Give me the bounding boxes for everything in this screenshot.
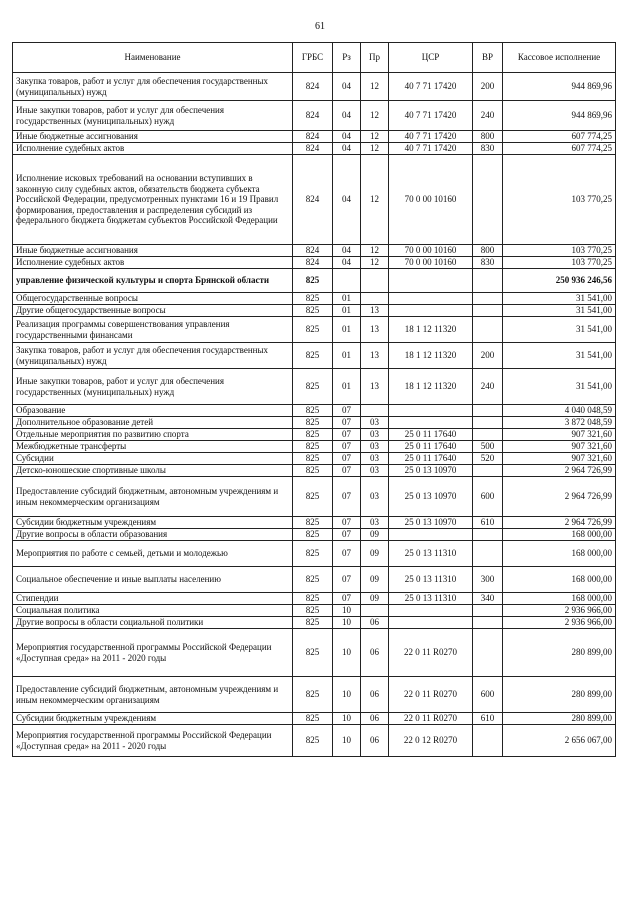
cell-rz: 07 [333, 593, 361, 605]
cell-amount: 2 964 726,99 [503, 477, 616, 517]
cell-vr: 500 [473, 441, 503, 453]
cell-pr: 06 [361, 677, 389, 713]
cell-rz: 10 [333, 725, 361, 757]
cell-csr: 25 0 13 10970 [389, 517, 473, 529]
cell-amount: 168 000,00 [503, 567, 616, 593]
cell-vr [473, 317, 503, 343]
cell-vr: 610 [473, 713, 503, 725]
cell-pr: 03 [361, 429, 389, 441]
cell-grbs: 824 [293, 131, 333, 143]
cell-grbs: 825 [293, 725, 333, 757]
cell-vr: 240 [473, 101, 503, 131]
cell-name: Общегосударственные вопросы [13, 293, 293, 305]
cell-name: Реализация программы совершенствования управления государственными финансами [13, 317, 293, 343]
table-row [13, 567, 616, 593]
cell-name: Иные закупки товаров, работ и услуг для обеспечения государственных (муниципальных) нужд [13, 369, 293, 405]
cell-rz: 10 [333, 677, 361, 713]
cell-pr: 03 [361, 465, 389, 477]
table-row [13, 541, 616, 567]
cell-pr: 12 [361, 73, 389, 101]
cell-vr [473, 541, 503, 567]
cell-name: Социальная политика [13, 605, 293, 617]
cell-rz: 10 [333, 605, 361, 617]
cell-vr: 600 [473, 677, 503, 713]
cell-amount: 250 936 246,56 [503, 269, 616, 293]
cell-grbs: 825 [293, 369, 333, 405]
table-row [13, 417, 616, 429]
cell-rz: 01 [333, 317, 361, 343]
cell-name: Закупка товаров, работ и услуг для обеспечения государственных (муниципальных) нужд [13, 343, 293, 369]
table-row [13, 593, 616, 605]
cell-name: Исполнение судебных актов [13, 143, 293, 155]
cell-pr: 03 [361, 517, 389, 529]
cell-csr [389, 305, 473, 317]
page-number: 61 [315, 21, 325, 32]
cell-name: Отдельные мероприятия по развитию спорта [13, 429, 293, 441]
cell-grbs: 825 [293, 441, 333, 453]
cell-name: Мероприятия государственной программы Российской Федерации «Доступная среда» на 2011 - 2020 годы [13, 725, 293, 757]
cell-vr [473, 725, 503, 757]
cell-csr: 25 0 11 17640 [389, 441, 473, 453]
cell-amount: 2 964 726,99 [503, 517, 616, 529]
cell-amount: 2 936 966,00 [503, 605, 616, 617]
cell-csr: 18 1 12 11320 [389, 343, 473, 369]
cell-vr [473, 465, 503, 477]
table-row [13, 529, 616, 541]
cell-vr [473, 629, 503, 677]
cell-csr: 40 7 71 17420 [389, 101, 473, 131]
cell-amount: 2 656 067,00 [503, 725, 616, 757]
cell-grbs: 825 [293, 713, 333, 725]
cell-pr: 06 [361, 617, 389, 629]
cell-pr: 12 [361, 101, 389, 131]
table-row [13, 343, 616, 369]
cell-csr [389, 617, 473, 629]
cell-amount: 607 774,25 [503, 131, 616, 143]
cell-name: Субсидии бюджетным учреждениям [13, 713, 293, 725]
table-row [13, 429, 616, 441]
cell-grbs: 825 [293, 617, 333, 629]
table-row [13, 73, 616, 101]
cell-grbs: 824 [293, 101, 333, 131]
cell-csr [389, 405, 473, 417]
cell-name: Субсидии бюджетным учреждениям [13, 517, 293, 529]
table-row [13, 605, 616, 617]
header-pr: Пр [361, 43, 389, 73]
cell-pr: 12 [361, 257, 389, 269]
table-row [13, 441, 616, 453]
cell-pr: 13 [361, 317, 389, 343]
budget-execution-table [12, 42, 616, 757]
cell-name: Предоставление субсидий бюджетным, автономным учреждениям и иным некоммерческим организациям [13, 677, 293, 713]
cell-rz: 04 [333, 131, 361, 143]
cell-csr [389, 605, 473, 617]
cell-rz: 10 [333, 713, 361, 725]
cell-name: Стипендии [13, 593, 293, 605]
cell-vr: 240 [473, 369, 503, 405]
cell-pr: 06 [361, 713, 389, 725]
cell-rz: 07 [333, 417, 361, 429]
cell-csr: 70 0 00 10160 [389, 257, 473, 269]
cell-grbs: 825 [293, 317, 333, 343]
cell-pr: 09 [361, 567, 389, 593]
cell-csr: 25 0 13 11310 [389, 567, 473, 593]
cell-grbs: 825 [293, 269, 333, 293]
cell-name: Другие вопросы в области образования [13, 529, 293, 541]
cell-csr: 25 0 11 17640 [389, 429, 473, 441]
cell-pr: 09 [361, 541, 389, 567]
table-row [13, 257, 616, 269]
cell-csr: 40 7 71 17420 [389, 73, 473, 101]
cell-pr: 12 [361, 143, 389, 155]
cell-name: Мероприятия государственной программы Российской Федерации «Доступная среда» на 2011 - 2020 годы [13, 629, 293, 677]
cell-grbs: 825 [293, 593, 333, 605]
cell-vr [473, 429, 503, 441]
cell-vr: 800 [473, 131, 503, 143]
cell-amount: 3 872 048,59 [503, 417, 616, 429]
table-row [13, 477, 616, 517]
table-row [13, 453, 616, 465]
cell-amount: 944 869,96 [503, 73, 616, 101]
cell-grbs: 825 [293, 529, 333, 541]
cell-rz: 07 [333, 541, 361, 567]
cell-grbs: 824 [293, 73, 333, 101]
cell-rz: 04 [333, 245, 361, 257]
cell-amount: 31 541,00 [503, 343, 616, 369]
table-row [13, 713, 616, 725]
cell-vr [473, 293, 503, 305]
cell-csr [389, 417, 473, 429]
cell-rz: 04 [333, 155, 361, 245]
cell-grbs: 825 [293, 629, 333, 677]
cell-rz: 04 [333, 73, 361, 101]
cell-rz: 07 [333, 441, 361, 453]
table-row [13, 293, 616, 305]
cell-pr: 12 [361, 131, 389, 143]
cell-name: Иные закупки товаров, работ и услуг для обеспечения государственных (муниципальных) нужд [13, 101, 293, 131]
header-grbs: ГРБС [293, 43, 333, 73]
cell-pr: 12 [361, 245, 389, 257]
cell-name: Мероприятия по работе с семьей, детьми и молодежью [13, 541, 293, 567]
cell-grbs: 824 [293, 143, 333, 155]
cell-csr: 40 7 71 17420 [389, 143, 473, 155]
cell-name: Другие вопросы в области социальной политики [13, 617, 293, 629]
cell-rz: 07 [333, 453, 361, 465]
cell-grbs: 825 [293, 541, 333, 567]
cell-rz: 07 [333, 465, 361, 477]
table-row [13, 517, 616, 529]
cell-vr: 610 [473, 517, 503, 529]
cell-amount: 168 000,00 [503, 541, 616, 567]
cell-rz: 01 [333, 369, 361, 405]
cell-csr: 22 0 11 R0270 [389, 677, 473, 713]
cell-rz: 07 [333, 567, 361, 593]
cell-pr: 03 [361, 477, 389, 517]
cell-csr: 25 0 13 10970 [389, 465, 473, 477]
cell-grbs: 825 [293, 605, 333, 617]
cell-name: Иные бюджетные ассигнования [13, 131, 293, 143]
header-name: Наименование [13, 43, 293, 73]
cell-vr: 830 [473, 143, 503, 155]
cell-amount: 31 541,00 [503, 317, 616, 343]
cell-amount: 2 964 726,99 [503, 465, 616, 477]
cell-name: Субсидии [13, 453, 293, 465]
cell-grbs: 825 [293, 429, 333, 441]
cell-name: Дополнительное образование детей [13, 417, 293, 429]
cell-amount: 103 770,25 [503, 155, 616, 245]
table-row [13, 617, 616, 629]
cell-name: Исполнение исковых требований на основании вступивших в законную силу судебных актов, обязательств бюджета субъекта Российской Федерации, предусмотренных пунктами 16 и 19 Правил формирования, предоставления и распределения субсидий из федерального бюджета бюджетам субъектов Российской Федерации [13, 155, 293, 245]
cell-vr [473, 269, 503, 293]
cell-name: Детско-юношеские спортивные школы [13, 465, 293, 477]
cell-rz: 01 [333, 305, 361, 317]
cell-vr [473, 155, 503, 245]
cell-name: Иные бюджетные ассигнования [13, 245, 293, 257]
cell-pr: 03 [361, 441, 389, 453]
cell-rz: 04 [333, 143, 361, 155]
table-row [13, 305, 616, 317]
header-row [13, 43, 616, 73]
cell-csr: 22 0 12 R0270 [389, 725, 473, 757]
cell-vr: 600 [473, 477, 503, 517]
cell-csr: 18 1 12 11320 [389, 369, 473, 405]
cell-vr: 340 [473, 593, 503, 605]
cell-amount: 31 541,00 [503, 369, 616, 405]
cell-vr: 300 [473, 567, 503, 593]
cell-name: Межбюджетные трансферты [13, 441, 293, 453]
cell-pr: 09 [361, 593, 389, 605]
cell-pr: 13 [361, 343, 389, 369]
cell-rz: 07 [333, 429, 361, 441]
cell-rz: 07 [333, 517, 361, 529]
cell-vr [473, 529, 503, 541]
cell-rz: 04 [333, 101, 361, 131]
table-row [13, 155, 616, 245]
cell-csr: 22 0 11 R0270 [389, 713, 473, 725]
cell-amount: 4 040 048,59 [503, 405, 616, 417]
cell-vr [473, 405, 503, 417]
cell-grbs: 824 [293, 257, 333, 269]
cell-name: Предоставление субсидий бюджетным, автономным учреждениям и иным некоммерческим организациям [13, 477, 293, 517]
cell-pr [361, 405, 389, 417]
table-row [13, 101, 616, 131]
table-row [13, 317, 616, 343]
cell-vr [473, 617, 503, 629]
cell-name: управление физической культуры и спорта Брянской области [13, 269, 293, 293]
cell-pr: 06 [361, 725, 389, 757]
cell-amount: 168 000,00 [503, 529, 616, 541]
cell-csr: 70 0 00 10160 [389, 155, 473, 245]
cell-amount: 280 899,00 [503, 713, 616, 725]
cell-grbs: 825 [293, 305, 333, 317]
table-row [13, 143, 616, 155]
cell-pr: 06 [361, 629, 389, 677]
cell-grbs: 825 [293, 453, 333, 465]
cell-vr: 800 [473, 245, 503, 257]
cell-rz: 04 [333, 257, 361, 269]
cell-csr [389, 293, 473, 305]
cell-csr: 25 0 13 11310 [389, 593, 473, 605]
cell-amount: 280 899,00 [503, 629, 616, 677]
table-row [13, 131, 616, 143]
cell-grbs: 825 [293, 343, 333, 369]
cell-amount: 607 774,25 [503, 143, 616, 155]
cell-grbs: 824 [293, 155, 333, 245]
cell-grbs: 825 [293, 293, 333, 305]
table-row [13, 629, 616, 677]
table-body [13, 73, 616, 757]
cell-vr [473, 417, 503, 429]
table-row [13, 725, 616, 757]
cell-amount: 280 899,00 [503, 677, 616, 713]
cell-rz: 07 [333, 405, 361, 417]
cell-grbs: 825 [293, 405, 333, 417]
table-row [13, 269, 616, 293]
cell-pr [361, 269, 389, 293]
table-row [13, 245, 616, 257]
cell-grbs: 825 [293, 477, 333, 517]
header-csr: ЦСР [389, 43, 473, 73]
cell-rz: 10 [333, 617, 361, 629]
cell-grbs: 825 [293, 417, 333, 429]
table-row [13, 405, 616, 417]
cell-pr: 13 [361, 369, 389, 405]
cell-rz: 01 [333, 293, 361, 305]
cell-rz: 01 [333, 343, 361, 369]
cell-name: Исполнение судебных актов [13, 257, 293, 269]
cell-pr: 12 [361, 155, 389, 245]
cell-vr [473, 305, 503, 317]
cell-grbs: 825 [293, 517, 333, 529]
header-rz: Рз [333, 43, 361, 73]
cell-pr [361, 605, 389, 617]
cell-grbs: 824 [293, 245, 333, 257]
cell-csr: 70 0 00 10160 [389, 245, 473, 257]
cell-grbs: 825 [293, 465, 333, 477]
cell-csr: 40 7 71 17420 [389, 131, 473, 143]
cell-csr [389, 529, 473, 541]
cell-pr: 09 [361, 529, 389, 541]
cell-amount: 907 321,60 [503, 453, 616, 465]
cell-pr [361, 293, 389, 305]
cell-csr: 25 0 11 17640 [389, 453, 473, 465]
cell-rz: 07 [333, 529, 361, 541]
cell-amount: 907 321,60 [503, 429, 616, 441]
cell-amount: 31 541,00 [503, 305, 616, 317]
cell-name: Социальное обеспечение и иные выплаты населению [13, 567, 293, 593]
cell-rz: 07 [333, 477, 361, 517]
cell-csr: 25 0 13 11310 [389, 541, 473, 567]
cell-amount: 907 321,60 [503, 441, 616, 453]
cell-csr: 22 0 11 R0270 [389, 629, 473, 677]
cell-pr: 03 [361, 417, 389, 429]
cell-csr: 18 1 12 11320 [389, 317, 473, 343]
cell-pr: 13 [361, 305, 389, 317]
cell-vr: 830 [473, 257, 503, 269]
cell-grbs: 825 [293, 567, 333, 593]
header-vr: ВР [473, 43, 503, 73]
cell-amount: 31 541,00 [503, 293, 616, 305]
table-row [13, 369, 616, 405]
cell-amount: 103 770,25 [503, 257, 616, 269]
table-row [13, 677, 616, 713]
cell-name: Образование [13, 405, 293, 417]
cell-vr: 200 [473, 73, 503, 101]
header-exec: Кассовое исполнение [503, 43, 616, 73]
cell-csr: 25 0 13 10970 [389, 477, 473, 517]
cell-name: Закупка товаров, работ и услуг для обеспечения государственных (муниципальных) нужд [13, 73, 293, 101]
cell-rz: 10 [333, 629, 361, 677]
cell-amount: 944 869,96 [503, 101, 616, 131]
cell-amount: 168 000,00 [503, 593, 616, 605]
cell-vr: 520 [473, 453, 503, 465]
cell-amount: 2 936 966,00 [503, 617, 616, 629]
cell-csr [389, 269, 473, 293]
cell-pr: 03 [361, 453, 389, 465]
table-row [13, 465, 616, 477]
cell-amount: 103 770,25 [503, 245, 616, 257]
cell-grbs: 825 [293, 677, 333, 713]
cell-vr [473, 605, 503, 617]
cell-vr: 200 [473, 343, 503, 369]
cell-name: Другие общегосударственные вопросы [13, 305, 293, 317]
cell-rz [333, 269, 361, 293]
